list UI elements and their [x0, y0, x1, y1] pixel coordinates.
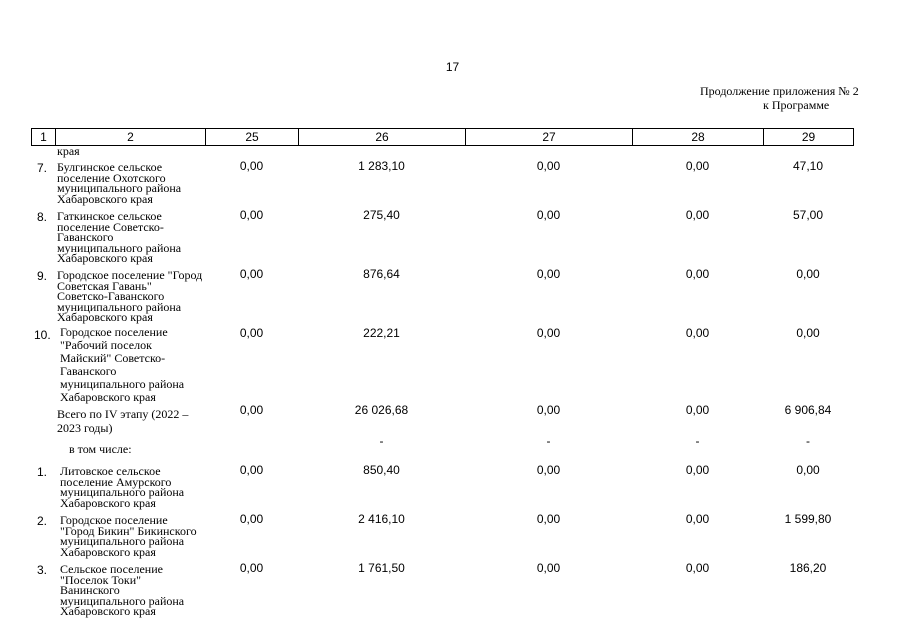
- cell-col-29: 57,00: [792, 208, 824, 222]
- including-label: в том числе:: [69, 442, 132, 456]
- cell-col-25: 0,00: [239, 208, 264, 222]
- row-number: 2.: [37, 514, 48, 528]
- appendix-line-1: Продолжение приложения № 2: [700, 84, 859, 98]
- cell-col-29: 47,10: [792, 159, 824, 173]
- row-number: 10.: [34, 328, 51, 342]
- cell-col-27: 0,00: [536, 512, 561, 526]
- cell-col-28: 0,00: [685, 208, 710, 222]
- cell-col-27: 0,00: [536, 561, 561, 575]
- header-row: [32, 129, 854, 146]
- cell-col-25: 0,00: [239, 561, 264, 575]
- cell-col-26: 26 026,68: [354, 403, 409, 417]
- cell-col-26: 222,21: [363, 326, 400, 340]
- cell-col-28: 0,00: [685, 267, 710, 281]
- row-number: 1.: [37, 465, 48, 479]
- header-col-2: 2: [56, 129, 206, 146]
- cell-col-28: 0,00: [685, 463, 710, 477]
- cell-col-28: 0,00: [685, 159, 710, 173]
- cell-col-26: 850,40: [363, 463, 400, 477]
- cell-col-29: 0,00: [796, 463, 820, 477]
- table-header: [31, 128, 854, 146]
- cell-col-26: 1 283,10: [358, 159, 405, 173]
- row-name: Городское поселение "Город Бикин" Бикинского муниципального района Хабаровского края: [60, 513, 197, 559]
- header-col-1: 1: [32, 129, 56, 146]
- cell-col-28: 0,00: [685, 403, 710, 417]
- cell-col-27: 0,00: [536, 208, 561, 222]
- cell-col-26: 2 416,10: [358, 512, 405, 526]
- header-col-26: 26: [299, 129, 466, 146]
- header-col-27: 27: [466, 129, 633, 146]
- cell-col-27: 0,00: [536, 326, 561, 340]
- row-name: Городское поселение "Город Советская Гавань" Советско-Гаванского муниципального района Хабаровского края: [57, 268, 203, 324]
- row-name: Сельское поселение "Поселок Токи" Ванинского муниципального района Хабаровского края: [60, 562, 185, 618]
- row-number: 9.: [37, 269, 48, 283]
- cell-col-27: 0,00: [536, 463, 561, 477]
- cell-col-25: 0,00: [239, 403, 264, 417]
- cell-col-25: 0,00: [239, 159, 264, 173]
- cell-col-27: -: [546, 434, 551, 448]
- cell-col-25: 0,00: [239, 326, 264, 340]
- cell-col-29: 0,00: [796, 326, 820, 340]
- row-number: 3.: [37, 563, 48, 577]
- appendix-caption: [700, 84, 880, 112]
- cell-col-29: 186,20: [789, 561, 827, 575]
- cell-col-28: 0,00: [685, 326, 710, 340]
- cell-col-26: 1 761,50: [358, 561, 405, 575]
- cell-col-27: 0,00: [536, 403, 561, 417]
- cell-col-28: 0,00: [685, 512, 710, 526]
- cell-col-25: 0,00: [239, 267, 264, 281]
- cell-col-29: -: [806, 434, 810, 448]
- cell-col-28: -: [695, 434, 700, 448]
- header-col-28: 28: [633, 129, 764, 146]
- cell-col-27: 0,00: [536, 159, 561, 173]
- cell-col-28: 0,00: [685, 561, 710, 575]
- cell-col-29: 0,00: [796, 267, 820, 281]
- cell-col-26: 876,64: [363, 267, 400, 281]
- header-col-29: 29: [764, 129, 854, 146]
- cell-col-29: 6 906,84: [784, 403, 832, 417]
- appendix-line-2: к Программе: [763, 98, 830, 112]
- cell-col-27: 0,00: [536, 267, 561, 281]
- page-number: 17: [445, 60, 460, 74]
- row-name: Гаткинское сельское поселение Советско-Гаванского муниципального района Хабаровского края: [57, 209, 182, 265]
- cell-col-26: -: [379, 434, 384, 448]
- cell-col-25: 0,00: [239, 512, 264, 526]
- row-number: 7.: [37, 161, 48, 175]
- cell-col-26: 275,40: [363, 208, 400, 222]
- header-col-25: 25: [206, 129, 299, 146]
- row-name: Городское поселение "Рабочий поселок Майский" Советско-Гаванского муниципального района Хабаровского края: [60, 325, 185, 404]
- total-label: Всего по IV этапу (2022 – 2023 годы): [57, 407, 189, 435]
- row-name: Булгинское сельское поселение Охотского муниципального района Хабаровского края: [57, 160, 182, 206]
- row-name: Литовское сельское поселение Амурского муниципального района Хабаровского края: [60, 464, 185, 510]
- cell-col-29: 1 599,80: [784, 512, 832, 526]
- continued-text: края: [57, 144, 80, 158]
- row-number: 8.: [37, 210, 48, 224]
- cell-col-25: 0,00: [239, 463, 264, 477]
